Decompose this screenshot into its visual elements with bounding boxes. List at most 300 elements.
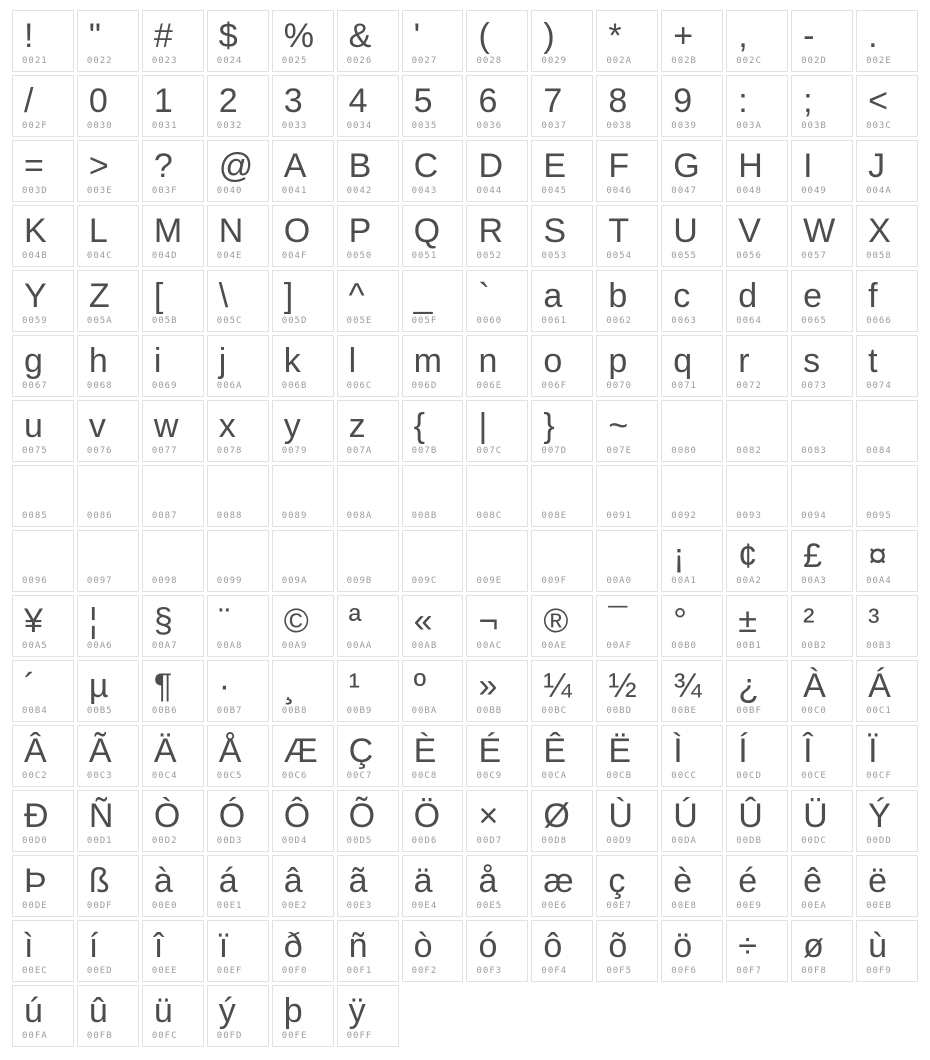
glyph: Á xyxy=(868,667,891,705)
glyph: ÿ xyxy=(348,992,366,1030)
glyph-cell xyxy=(12,465,74,527)
glyph-code: 00F0 xyxy=(281,966,308,976)
glyph-code: 00A7 xyxy=(151,641,178,651)
glyph-code: 009E xyxy=(476,576,503,586)
glyph-cell xyxy=(661,725,723,787)
glyph: H xyxy=(738,147,763,185)
glyph: a xyxy=(543,277,563,315)
glyph-code: 00A1 xyxy=(671,576,697,586)
glyph: / xyxy=(24,82,34,120)
glyph-code: 0095 xyxy=(866,511,892,521)
glyph: ª xyxy=(348,602,362,640)
glyph-cell xyxy=(77,140,139,202)
glyph-cell xyxy=(337,10,399,72)
glyph: Ï xyxy=(868,732,878,770)
glyph: u xyxy=(24,407,43,445)
glyph: > xyxy=(88,147,109,185)
glyph-code: 00C7 xyxy=(346,771,373,781)
glyph-code: 004E xyxy=(216,251,243,261)
glyph: g xyxy=(24,342,43,380)
glyph-cell xyxy=(531,790,593,852)
glyph-cell xyxy=(596,725,658,787)
glyph-code: 0033 xyxy=(281,121,308,131)
glyph-code: 00EA xyxy=(801,901,827,911)
glyph-code: 00EE xyxy=(151,966,178,976)
glyph-code: 00D6 xyxy=(411,836,438,846)
glyph-code: 0062 xyxy=(606,316,633,326)
glyph-code: 00B4 xyxy=(22,706,48,716)
glyph-cell xyxy=(466,725,528,787)
glyph-code: 00E2 xyxy=(281,901,308,911)
glyph-cell xyxy=(726,335,788,397)
glyph-code: 00B7 xyxy=(216,706,243,716)
glyph: B xyxy=(348,147,372,185)
glyph: ! xyxy=(24,17,34,55)
glyph: 8 xyxy=(608,82,628,120)
glyph-code: 0099 xyxy=(216,576,243,586)
glyph-code: 005F xyxy=(411,316,438,326)
glyph: ã xyxy=(348,862,368,900)
glyph-code: 0042 xyxy=(346,186,373,196)
glyph: Ê xyxy=(543,732,567,770)
glyph-cell xyxy=(466,335,528,397)
glyph-cell xyxy=(337,790,399,852)
glyph-cell xyxy=(337,270,399,332)
glyph-cell xyxy=(791,530,853,592)
glyph-cell xyxy=(337,140,399,202)
glyph-cell xyxy=(402,400,464,462)
glyph-cell xyxy=(661,205,723,267)
glyph: 7 xyxy=(543,82,563,120)
glyph: r xyxy=(738,342,750,380)
glyph-code: 006B xyxy=(281,381,308,391)
glyph-cell xyxy=(726,530,788,592)
glyph-cell xyxy=(466,270,528,332)
glyph-cell xyxy=(402,270,464,332)
glyph: S xyxy=(543,212,567,250)
glyph-cell xyxy=(661,920,723,982)
glyph-cell xyxy=(272,595,334,657)
glyph: » xyxy=(478,667,498,705)
glyph-cell xyxy=(142,725,204,787)
glyph-code: 00CC xyxy=(671,771,697,781)
glyph: d xyxy=(738,277,758,315)
glyph-cell xyxy=(272,725,334,787)
glyph-cell xyxy=(12,725,74,787)
glyph-cell xyxy=(466,790,528,852)
glyph: Ä xyxy=(153,732,177,770)
glyph-cell xyxy=(207,985,269,1047)
glyph-cell xyxy=(207,335,269,397)
glyph-cell xyxy=(726,725,788,787)
glyph-cell xyxy=(337,400,399,462)
glyph-code: 0031 xyxy=(151,121,178,131)
glyph-code: 0065 xyxy=(801,316,827,326)
glyph-cell xyxy=(596,140,658,202)
glyph: F xyxy=(608,147,630,185)
glyph: ß xyxy=(88,862,110,900)
glyph: ¶ xyxy=(153,667,173,705)
glyph-cell xyxy=(726,270,788,332)
glyph: Ð xyxy=(24,797,49,835)
glyph-code: 00F1 xyxy=(346,966,373,976)
glyph-cell xyxy=(856,205,918,267)
glyph-code: 006A xyxy=(216,381,243,391)
glyph: ¯ xyxy=(608,602,628,640)
glyph-code: 009A xyxy=(281,576,308,586)
glyph: v xyxy=(88,407,106,445)
glyph-cell xyxy=(142,10,204,72)
glyph-code: 00D2 xyxy=(151,836,178,846)
glyph-cell xyxy=(661,465,723,527)
glyph-code: 00C9 xyxy=(476,771,503,781)
glyph: Ë xyxy=(608,732,632,770)
glyph-code: 00BD xyxy=(606,706,633,716)
glyph: J xyxy=(868,147,886,185)
glyph: º xyxy=(413,667,426,705)
glyph: ³ xyxy=(868,602,880,640)
glyph-cell xyxy=(531,400,593,462)
glyph-cell xyxy=(12,855,74,917)
glyph: O xyxy=(283,212,311,250)
glyph-code: 0076 xyxy=(86,446,113,456)
glyph-cell xyxy=(12,400,74,462)
glyph-code: 003A xyxy=(736,121,762,131)
glyph: ¤ xyxy=(868,537,887,575)
glyph: î xyxy=(153,927,164,965)
glyph-code: 00DE xyxy=(22,901,48,911)
glyph-cell xyxy=(207,140,269,202)
glyph-code: 00F5 xyxy=(606,966,633,976)
glyph-code: 00E8 xyxy=(671,901,697,911)
glyph-code: 00E5 xyxy=(476,901,503,911)
glyph-cell xyxy=(12,75,74,137)
glyph-cell xyxy=(402,920,464,982)
glyph-code: 0072 xyxy=(736,381,762,391)
glyph-code: 0064 xyxy=(736,316,762,326)
glyph-cell xyxy=(77,205,139,267)
glyph-cell xyxy=(661,140,723,202)
glyph-cell xyxy=(791,595,853,657)
glyph-code: 007A xyxy=(346,446,373,456)
glyph: Ò xyxy=(153,797,181,835)
glyph-code: 00F6 xyxy=(671,966,697,976)
glyph-code: 0045 xyxy=(541,186,568,196)
glyph: n xyxy=(478,342,498,380)
glyph: ¥ xyxy=(24,602,43,640)
glyph-code: 002E xyxy=(866,56,892,66)
glyph: : xyxy=(738,82,748,120)
glyph-cell xyxy=(142,465,204,527)
glyph: + xyxy=(673,17,694,55)
glyph: Ø xyxy=(543,797,570,835)
glyph-cell xyxy=(466,530,528,592)
glyph-code: 0071 xyxy=(671,381,697,391)
glyph-cell xyxy=(726,140,788,202)
glyph-cell xyxy=(402,465,464,527)
glyph-code: 00AF xyxy=(606,641,633,651)
glyph-cell xyxy=(856,10,918,72)
glyph: ® xyxy=(543,602,569,640)
glyph-code: 0044 xyxy=(476,186,503,196)
glyph-code: 0066 xyxy=(866,316,892,326)
glyph-cell xyxy=(337,725,399,787)
glyph: õ xyxy=(608,927,628,965)
glyph-cell xyxy=(531,10,593,72)
glyph-code: 0080 xyxy=(671,446,697,456)
glyph-code: 00C4 xyxy=(151,771,178,781)
glyph-code: 00CA xyxy=(541,771,568,781)
glyph-code: 003F xyxy=(151,186,178,196)
glyph-code: 009B xyxy=(346,576,373,586)
glyph-code: 00D3 xyxy=(216,836,243,846)
glyph: Û xyxy=(738,797,763,835)
glyph-code: 00D9 xyxy=(606,836,633,846)
glyph-cell xyxy=(596,75,658,137)
glyph-cell xyxy=(791,205,853,267)
glyph-cell xyxy=(337,855,399,917)
glyph: â xyxy=(283,862,303,900)
glyph-code: 00FE xyxy=(281,1031,308,1041)
glyph: M xyxy=(153,212,183,250)
glyph-cell xyxy=(272,985,334,1047)
glyph-code: 0067 xyxy=(22,381,48,391)
glyph-cell xyxy=(12,985,74,1047)
glyph-code: 0053 xyxy=(541,251,568,261)
glyph-code: 00C2 xyxy=(22,771,48,781)
glyph-cell xyxy=(12,595,74,657)
glyph-code: 00FC xyxy=(151,1031,178,1041)
glyph-cell xyxy=(142,75,204,137)
glyph: « xyxy=(413,602,433,640)
glyph-code: 00E1 xyxy=(216,901,243,911)
glyph-code: 00BC xyxy=(541,706,568,716)
glyph-cell xyxy=(661,790,723,852)
glyph: x xyxy=(218,407,236,445)
glyph-cell xyxy=(856,270,918,332)
glyph: Ù xyxy=(608,797,633,835)
glyph: | xyxy=(478,407,488,445)
glyph-code: 003B xyxy=(801,121,827,131)
glyph-code: 00E4 xyxy=(411,901,438,911)
glyph-cell xyxy=(207,10,269,72)
glyph: Y xyxy=(24,277,47,315)
glyph: z xyxy=(348,407,366,445)
glyph: ü xyxy=(153,992,173,1030)
glyph: 6 xyxy=(478,82,498,120)
glyph-code: 00E0 xyxy=(151,901,178,911)
glyph-cell xyxy=(856,725,918,787)
glyph-code: 00B2 xyxy=(801,641,827,651)
glyph-code: 00DD xyxy=(866,836,892,846)
glyph-code: 00B9 xyxy=(346,706,373,716)
glyph-cell xyxy=(142,855,204,917)
glyph-cell xyxy=(207,400,269,462)
glyph-code: 0051 xyxy=(411,251,438,261)
glyph-cell xyxy=(531,855,593,917)
glyph-cell xyxy=(272,400,334,462)
glyph-code: 0055 xyxy=(671,251,697,261)
glyph: l xyxy=(348,342,357,380)
glyph: × xyxy=(478,797,499,835)
glyph-cell xyxy=(856,855,918,917)
glyph: ¼ xyxy=(543,667,572,705)
glyph-code: 00AC xyxy=(476,641,503,651)
glyph-cell xyxy=(142,270,204,332)
glyph-cell xyxy=(142,985,204,1047)
glyph-code: 005E xyxy=(346,316,373,326)
glyph-code: 0083 xyxy=(801,446,827,456)
glyph: ñ xyxy=(348,927,368,965)
glyph-code: 00D5 xyxy=(346,836,373,846)
glyph: } xyxy=(543,407,555,445)
glyph-code: 0087 xyxy=(151,511,178,521)
glyph-code: 0069 xyxy=(151,381,178,391)
glyph-code: 00A3 xyxy=(801,576,827,586)
glyph: ô xyxy=(543,927,563,965)
glyph-code: 0070 xyxy=(606,381,633,391)
glyph-cell xyxy=(856,660,918,722)
glyph-code: 00BB xyxy=(476,706,503,716)
glyph-code: 00B1 xyxy=(736,641,762,651)
glyph-code: 00A5 xyxy=(22,641,48,651)
glyph: ë xyxy=(868,862,887,900)
glyph-cell xyxy=(791,920,853,982)
glyph: æ xyxy=(543,862,574,900)
glyph: û xyxy=(88,992,108,1030)
glyph-cell xyxy=(12,530,74,592)
glyph-cell xyxy=(531,270,593,332)
glyph-code: 0058 xyxy=(866,251,892,261)
glyph: Ý xyxy=(868,797,891,835)
glyph: K xyxy=(24,212,47,250)
glyph: A xyxy=(283,147,307,185)
glyph-cell xyxy=(596,205,658,267)
glyph: ï xyxy=(218,927,229,965)
glyph-cell xyxy=(402,855,464,917)
glyph-cell xyxy=(596,660,658,722)
glyph-code: 0088 xyxy=(216,511,243,521)
glyph-code: 00BA xyxy=(411,706,438,716)
glyph-code: 002A xyxy=(606,56,633,66)
glyph: ç xyxy=(608,862,626,900)
glyph-cell xyxy=(77,270,139,332)
glyph: ¬ xyxy=(478,602,499,640)
glyph-code: 0077 xyxy=(151,446,178,456)
glyph-cell xyxy=(337,465,399,527)
glyph-cell xyxy=(726,10,788,72)
glyph: Ü xyxy=(803,797,828,835)
glyph-code: 0063 xyxy=(671,316,697,326)
glyph: µ xyxy=(88,667,109,705)
glyph: W xyxy=(803,212,836,250)
glyph-code: 0085 xyxy=(22,511,48,521)
glyph-code: 007B xyxy=(411,446,438,456)
glyph-code: 00B3 xyxy=(866,641,892,651)
glyph-cell xyxy=(402,530,464,592)
glyph-code: 00CB xyxy=(606,771,633,781)
glyph-cell xyxy=(337,530,399,592)
glyph-code: 00EC xyxy=(22,966,48,976)
glyph-cell xyxy=(856,530,918,592)
glyph-cell xyxy=(77,335,139,397)
glyph-code: 007E xyxy=(606,446,633,456)
glyph: c xyxy=(673,277,691,315)
glyph: Ñ xyxy=(88,797,114,835)
glyph-code: 00E3 xyxy=(346,901,373,911)
glyph-cell xyxy=(12,920,74,982)
glyph-code: 00D0 xyxy=(22,836,48,846)
glyph-cell xyxy=(856,920,918,982)
glyph: 2 xyxy=(218,82,238,120)
glyph-code: 0038 xyxy=(606,121,633,131)
glyph: ê xyxy=(803,862,823,900)
glyph-code: 009C xyxy=(411,576,438,586)
glyph: ~ xyxy=(608,407,629,445)
glyph-cell xyxy=(12,205,74,267)
glyph-cell xyxy=(272,75,334,137)
glyph: R xyxy=(478,212,504,250)
glyph-cell xyxy=(272,270,334,332)
glyph-cell xyxy=(272,790,334,852)
glyph-cell xyxy=(661,855,723,917)
glyph-cell xyxy=(726,790,788,852)
glyph-cell xyxy=(207,595,269,657)
glyph-cell xyxy=(466,595,528,657)
glyph-cell xyxy=(596,920,658,982)
glyph-code: 0082 xyxy=(736,446,762,456)
glyph-code: 00E9 xyxy=(736,901,762,911)
glyph-code: 00FD xyxy=(216,1031,243,1041)
glyph-cell xyxy=(856,335,918,397)
glyph: Q xyxy=(413,212,441,250)
glyph-cell xyxy=(272,660,334,722)
glyph-code: 0040 xyxy=(216,186,243,196)
glyph-cell xyxy=(142,595,204,657)
glyph: í xyxy=(88,927,99,965)
glyph: È xyxy=(413,732,437,770)
glyph-cell xyxy=(661,530,723,592)
glyph-code: 00F7 xyxy=(736,966,762,976)
glyph-cell xyxy=(466,140,528,202)
glyph: @ xyxy=(218,147,254,185)
glyph: 9 xyxy=(673,82,693,120)
glyph: { xyxy=(413,407,425,445)
glyph-code: 00A2 xyxy=(736,576,762,586)
glyph-cell xyxy=(791,10,853,72)
glyph-cell xyxy=(726,205,788,267)
glyph-code: 003D xyxy=(22,186,48,196)
glyph: É xyxy=(478,732,502,770)
glyph: ì xyxy=(24,927,34,965)
glyph-code: 004A xyxy=(866,186,892,196)
glyph-cell xyxy=(337,660,399,722)
glyph-code: 0061 xyxy=(541,316,568,326)
glyph: . xyxy=(868,17,878,55)
glyph-code: 00D1 xyxy=(86,836,113,846)
glyph-cell xyxy=(77,400,139,462)
glyph-code: 00B8 xyxy=(281,706,308,716)
glyph-code: 004F xyxy=(281,251,308,261)
glyph-cell xyxy=(12,660,74,722)
glyph-cell xyxy=(531,205,593,267)
glyph-cell xyxy=(856,790,918,852)
glyph: Þ xyxy=(24,862,47,900)
glyph-code: 0041 xyxy=(281,186,308,196)
glyph: T xyxy=(608,212,630,250)
glyph: ¡ xyxy=(673,537,685,575)
glyph-code: 0027 xyxy=(411,56,438,66)
